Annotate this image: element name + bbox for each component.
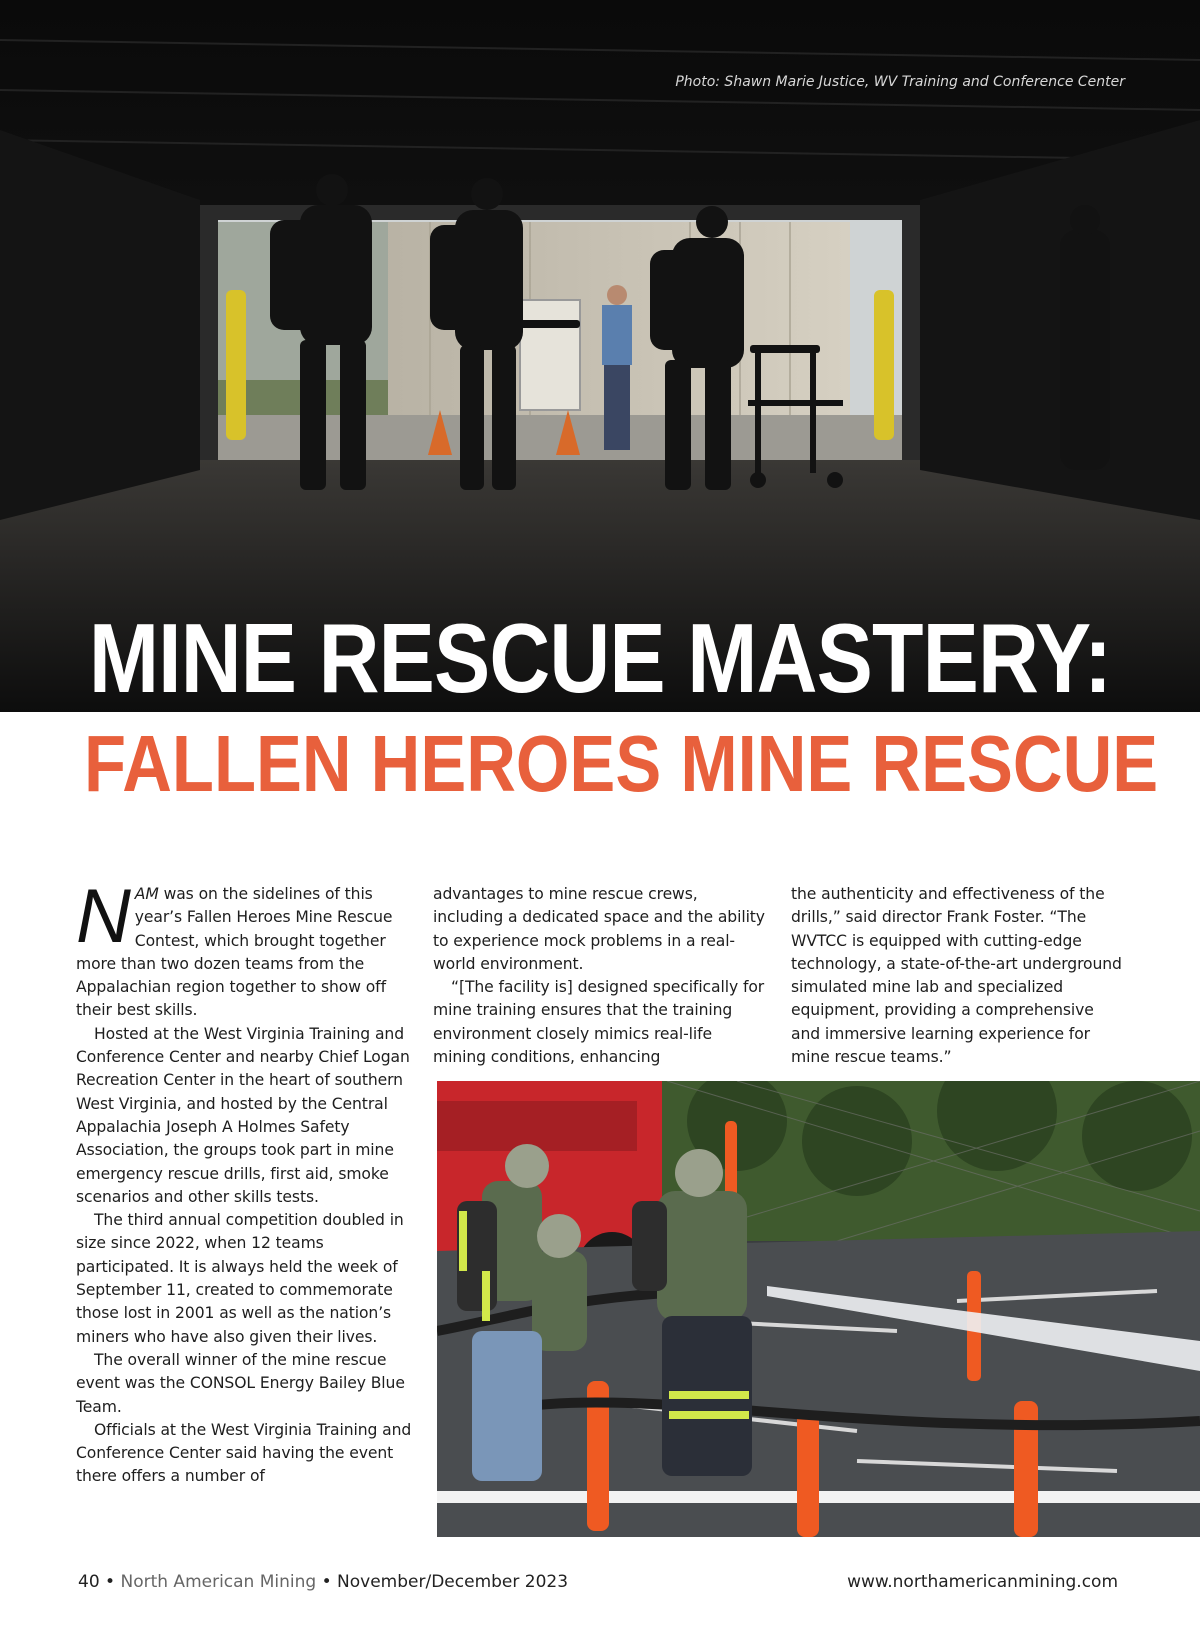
article-paragraph-3: The third annual competition doubled in size since 2022, when 12 teams participated. It is always held the week of September 11, created to commemorate those lost in 2001 as well as the nation’s miners who have also given their lives. (76, 1211, 404, 1346)
subhead: FALLEN HEROES MINE RESCUE (84, 719, 1159, 808)
magazine-name: North American Mining (120, 1572, 317, 1592)
dropcap: N (76, 874, 131, 959)
article-paragraph-8: the authenticity and effectiveness of the drills,” said director Frank Foster. “The WVTCC is equipped with cutting-edge technology, a state-of-the-art underground simulated mine lab and specialized equipment, providing a comprehensive and immersive learning experience for mine rescue teams.” (791, 885, 1122, 1067)
article-column-1 (76, 874, 412, 1489)
article-paragraph-1 (76, 874, 412, 1023)
article-column-2 (433, 883, 769, 1069)
lead-italic: AM (134, 885, 159, 903)
paragraph-1-text: was on the sidelines of this year’s Fallen Heroes Mine Rescue Contest, which brought together more than two dozen teams from the Appalachian region together to show off their best skills. (76, 885, 393, 1020)
footer-separator: • (316, 1572, 338, 1592)
article-paragraph-5: Officials at the West Virginia Training and Conference Center said having the event there offers a number of (76, 1420, 412, 1486)
rescue-drill-illustration (437, 1081, 1200, 1537)
article-paragraph-7: “[The facility is] designed specifically for mine training ensures that the training environment closely mimics real-life mining conditions, enhancing (433, 978, 765, 1067)
article-paragraph-4: The overall winner of the mine rescue event was the CONSOL Energy Bailey Blue Team. (76, 1350, 405, 1416)
article-paragraph-6: advantages to mine rescue crews, including a dedicated space and the ability to experience mock problems in a real-world environment. (433, 885, 765, 973)
article-paragraph-2: Hosted at the West Virginia Training and Conference Center and nearby Chief Logan Recreation Center in the heart of southern West Virginia, and hosted by the Central Appalachia Joseph A Holmes Safety Association, the groups took part in mine emergency rescue drills, first aid, smoke scenarios and other skills tests. (76, 1024, 410, 1206)
hero-photo (0, 0, 1200, 712)
rescue-drill-photo (437, 1081, 1200, 1537)
article-column-3 (791, 883, 1127, 1069)
headline: MINE RESCUE MASTERY: (88, 603, 1112, 712)
footer-left (78, 1572, 568, 1592)
footer-separator: • (99, 1572, 121, 1592)
photo-credit: Photo: Shawn Marie Justice, WV Training and Conference Center (675, 74, 1125, 90)
website-url[interactable]: www.northamericanmining.com (847, 1572, 1118, 1592)
issue-date: November/December 2023 (337, 1572, 569, 1592)
page-number: 40 (78, 1572, 100, 1592)
